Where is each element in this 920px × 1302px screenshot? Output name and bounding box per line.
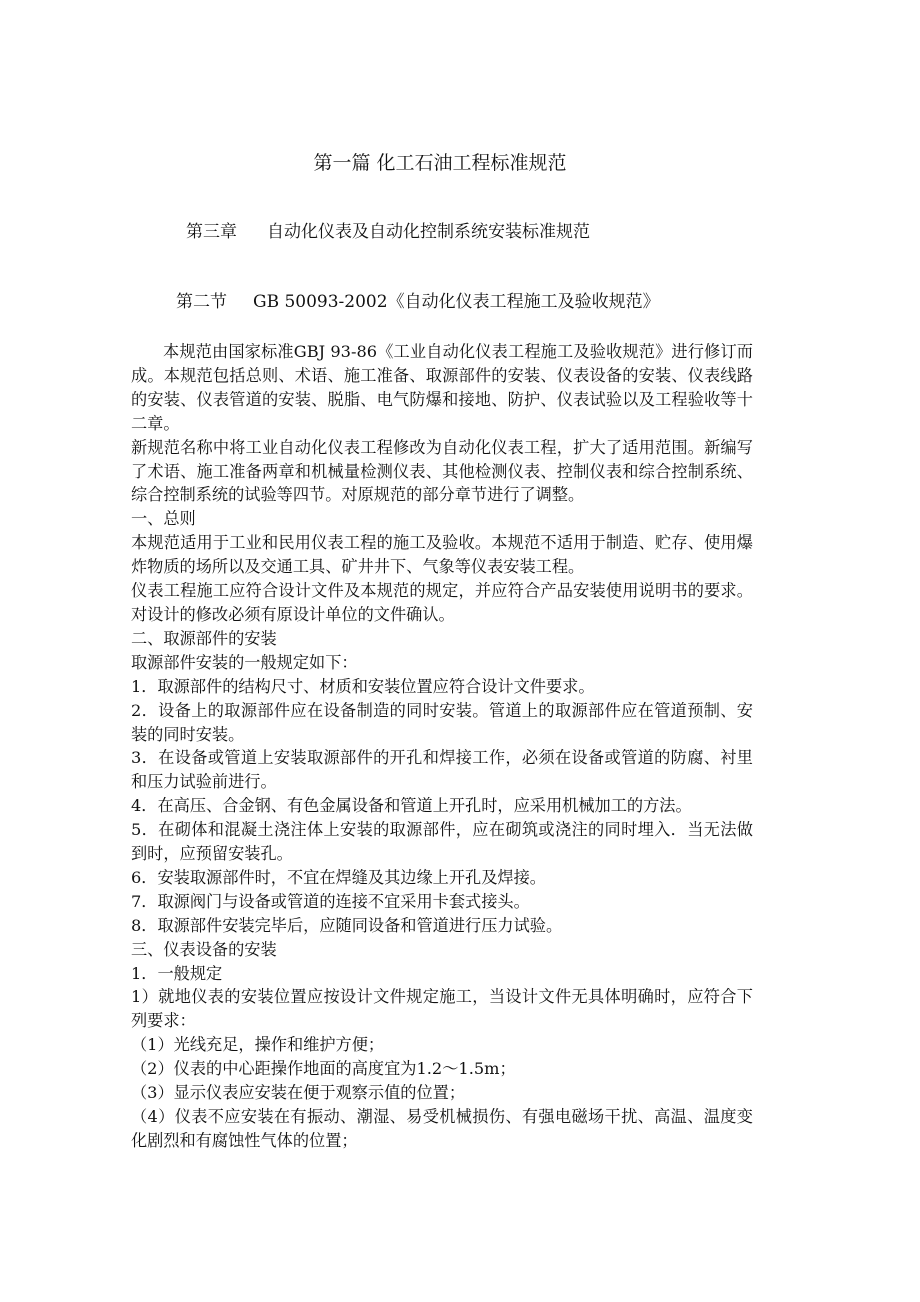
list-item: 7．取源阀门与设备或管道的连接不宜采用卡套式接头。 xyxy=(131,891,530,911)
list-item: 4．在高压、合金钢、有色金属设备和管道上开孔时，应采用机械加工的方法。 xyxy=(131,796,692,816)
chapter-heading xyxy=(186,220,590,244)
list-item: （1）光线充足，操作和维护方便； xyxy=(131,1035,385,1055)
chapter-name: 自动化仪表及自动化控制系统安装标准规范 xyxy=(267,222,590,242)
list-item: 1．取源部件的结构尺寸、材质和安装位置应符合设计文件要求。 xyxy=(131,676,595,696)
paragraph: 仪表工程施工应符合设计文件及本规范的规定，并应符合产品安装使用说明书的要求。对设计的修改必须有原设计单位的文件确认。 xyxy=(131,581,753,624)
list-item: 5．在砌体和混凝土浇注体上安装的取源部件，应在砌筑或浇注的同时埋入．当无法做到时，应预留安装孔。 xyxy=(131,820,753,864)
paragraph: 本规范适用于工业和民用仪表工程的施工及验收。本规范不适用于制造、贮存、使用爆炸物质的场所以及交通工具、矿井井下、气象等仪表安装工程。 xyxy=(131,533,753,577)
list-item: （4）仪表不应安装在有振动、潮湿、易受机械损伤、有强电磁场干扰、高温、温度变化剧烈和有腐蚀性气体的位置； xyxy=(131,1107,753,1150)
list-item: （3）显示仪表应安装在便于观察示值的位置； xyxy=(131,1083,466,1103)
intro-paragraph: 新规范名称中将工业自动化仪表工程修改为自动化仪表工程，扩大了适用范围。新编写了术语、施工准备两章和机械量检测仪表、其他检测仪表、控制仪表和综合控制系统、综合控制系统的试验等四节。对原规范的部分章节进行了调整。 xyxy=(131,437,753,505)
list-item: 8．取源部件安装完毕后，应随同设备和管道进行压力试验。 xyxy=(131,915,563,935)
section-number: 第二节 xyxy=(176,292,227,312)
heading-instrument-install: 三、仪表设备的安装 xyxy=(131,939,277,959)
heading-source-parts: 二、取源部件的安装 xyxy=(131,628,277,648)
list-item: 6．安装取源部件时，不宜在焊缝及其边缘上开孔及焊接。 xyxy=(131,867,546,887)
section-name: GB 50093-2002《自动化仪表工程施工及验收规范》 xyxy=(253,292,660,312)
subheading: 1．一般规定 xyxy=(131,963,223,983)
chapter-number: 第三章 xyxy=(186,222,237,242)
heading-general: 一、总则 xyxy=(131,509,196,529)
paragraph: 1）就地仪表的安装位置应按设计文件规定施工，当设计文件无具体明确时，应符合下列要求： xyxy=(131,987,753,1031)
list-item: （2）仪表的中心距操作地面的高度宜为1.2～1.5m； xyxy=(131,1059,516,1079)
section-heading xyxy=(176,290,660,314)
paragraph: 取源部件安装的一般规定如下： xyxy=(131,652,358,672)
document-body xyxy=(131,340,753,1153)
page-title: 第一篇 化工石油工程标准规范 xyxy=(313,152,567,174)
list-item: 2．设备上的取源部件应在设备制造的同时安装。管道上的取源部件应在管道预制、安装的同时安装。 xyxy=(131,700,753,744)
intro-paragraph: 本规范由国家标准GBJ 93-86《工业自动化仪表工程施工及验收规范》进行修订而成。本规范包括总则、术语、施工准备、取源部件的安装、仪表设备的安装、仪表线路的安装、仪表管道的安装、脱脂、电气防爆和接地、防护、仪表试验以及工程验收等十二章。 xyxy=(131,342,753,433)
list-item: 3．在设备或管道上安装取源部件的开孔和焊接工作，必须在设备或管道的防腐、衬里和压力试验前进行。 xyxy=(131,748,753,792)
